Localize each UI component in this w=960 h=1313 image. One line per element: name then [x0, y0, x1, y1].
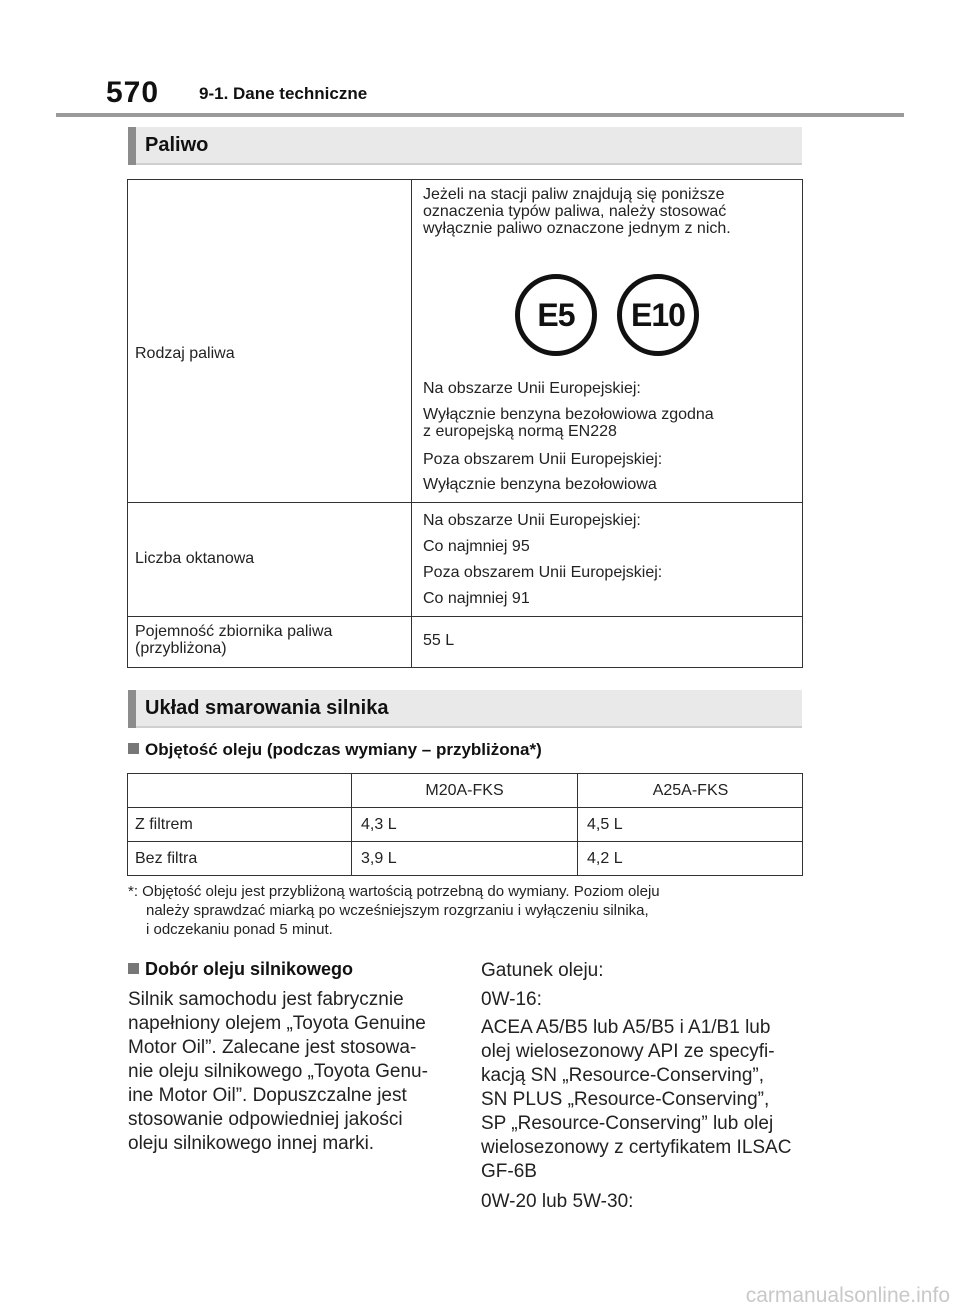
- octane-non-eu-label: Poza obszarem Unii Europejskiej:: [423, 564, 663, 581]
- oil-selection-line: napełniony olejem „Toyota Genuine: [128, 1013, 426, 1034]
- oil-footnote-line: *: Objętość oleju jest przybliżoną wartością potrzebną do wymiany. Poziom oleju: [128, 883, 660, 900]
- fuel-badge-e5: E5: [515, 274, 597, 356]
- tank-value: 55 L: [423, 632, 455, 649]
- oil-selection-text: [128, 988, 428, 1156]
- fuel-type-eu-value-line: Wyłącznie benzyna bezołowiowa zgodna: [423, 406, 714, 423]
- oil-footnote-line: należy sprawdzać miarką po wcześniejszym rozgrzaniu i wyłączeniu silnika,: [146, 902, 649, 919]
- octane-label: Liczba oktanowa: [135, 550, 255, 567]
- fuel-badge-e10: E10: [617, 274, 699, 356]
- oil-capacity-heading: [128, 740, 542, 760]
- oil-grade-label: Gatunek oleju:: [481, 960, 604, 981]
- oil-selection-line: ine Motor Oil”. Dopuszczalne jest: [128, 1085, 407, 1106]
- oil-table-header-cell: A25A-FKS: [652, 782, 729, 799]
- watermark: carmanualsonline.info: [745, 1284, 950, 1307]
- oil-table-row-divider: [127, 807, 803, 808]
- oil-footnote: [128, 882, 660, 939]
- oil-capacity-heading-text: Objętość oleju (podczas wymiany – przybliżona*): [145, 740, 542, 759]
- oil-grade-line: GF-6B: [481, 1161, 537, 1182]
- fuel-type-label: Rodzaj paliwa: [135, 345, 235, 362]
- fuel-type-non-eu-label: Poza obszarem Unii Europejskiej:: [423, 451, 663, 468]
- oil-table-cell: 4,2 L: [587, 850, 623, 867]
- section-accent: [128, 127, 136, 165]
- fuel-type-eu-value-line: z europejską normą EN228: [423, 423, 617, 440]
- oil-table-row-divider: [127, 841, 803, 842]
- header-rule: [56, 113, 904, 117]
- fuel-type-intro: [423, 186, 731, 237]
- oil-grade-line: kacją SN „Resource-Conserving”,: [481, 1065, 764, 1086]
- oil-selection-heading: [128, 959, 353, 980]
- oil-grade-0w16: 0W-16:: [481, 989, 542, 1010]
- oil-selection-line: Silnik samochodu jest fabrycznie: [128, 989, 404, 1010]
- section-bar-lubrication: [128, 690, 802, 728]
- tank-label-line: (przybliżona): [135, 640, 227, 657]
- oil-footnote-line: i odczekaniu ponad 5 minut.: [146, 921, 333, 938]
- oil-table-header-cell: M20A-FKS: [425, 782, 504, 799]
- oil-table-row-label: Bez filtra: [135, 850, 198, 867]
- fuel-table-row-divider: [127, 616, 803, 617]
- fuel-type-eu-value: [423, 406, 714, 440]
- oil-table-cell: 4,3 L: [361, 816, 397, 833]
- page-number: 570: [106, 76, 160, 109]
- oil-selection-line: Motor Oil”. Zalecane jest stosowa-: [128, 1037, 417, 1058]
- tank-label: [135, 623, 332, 657]
- chapter-title: 9-1. Dane techniczne: [199, 84, 368, 103]
- section-accent: [128, 690, 136, 728]
- octane-non-eu-value: Co najmniej 91: [423, 590, 530, 607]
- fuel-type-intro-line: Jeżeli na stacji paliw znajdują się poniższe: [423, 186, 725, 203]
- oil-table-cell: 3,9 L: [361, 850, 397, 867]
- oil-table-row-label: Z filtrem: [135, 816, 193, 833]
- oil-selection-line: nie oleju silnikowego „Toyota Genu-: [128, 1061, 428, 1082]
- bullet-square-icon: [128, 743, 139, 754]
- oil-selection-heading-text: Dobór oleju silnikowego: [145, 959, 354, 979]
- oil-table-cell: 4,5 L: [587, 816, 623, 833]
- oil-grade-line: olej wielosezonowy API ze specyfi-: [481, 1041, 775, 1062]
- oil-grade-line: SP „Resource-Conserving” lub olej: [481, 1113, 774, 1134]
- section-title-fuel: Paliwo: [145, 134, 209, 156]
- bullet-square-icon: [128, 963, 139, 974]
- fuel-type-non-eu-value: Wyłącznie benzyna bezołowiowa: [423, 476, 657, 493]
- oil-grade-0w16-text: [481, 1016, 791, 1184]
- section-title-lubrication: Układ smarowania silnika: [145, 697, 389, 719]
- octane-eu-value: Co najmniej 95: [423, 538, 530, 555]
- section-bar-fuel: [128, 127, 802, 165]
- octane-eu-label: Na obszarze Unii Europejskiej:: [423, 512, 641, 529]
- oil-grade-0w20: 0W-20 lub 5W-30:: [481, 1191, 634, 1212]
- fuel-table-row-divider: [127, 502, 803, 503]
- fuel-table-divider: [411, 179, 412, 668]
- oil-selection-line: oleju silnikowego innej marki.: [128, 1133, 375, 1154]
- tank-label-line: Pojemność zbiornika paliwa: [135, 623, 333, 640]
- oil-selection-line: stosowanie odpowiedniej jakości: [128, 1109, 403, 1130]
- fuel-type-eu-label: Na obszarze Unii Europejskiej:: [423, 380, 641, 397]
- fuel-type-intro-line: wyłącznie paliwo oznaczone jednym z nich.: [423, 220, 731, 237]
- oil-grade-line: SN PLUS „Resource-Conserving”,: [481, 1089, 770, 1110]
- oil-grade-line: ACEA A5/B5 lub A5/B5 i A1/B1 lub: [481, 1017, 771, 1038]
- fuel-type-intro-line: oznaczenia typów paliwa, należy stosować: [423, 203, 727, 220]
- oil-grade-line: wielosezonowy z certyfikatem ILSAC: [481, 1137, 792, 1158]
